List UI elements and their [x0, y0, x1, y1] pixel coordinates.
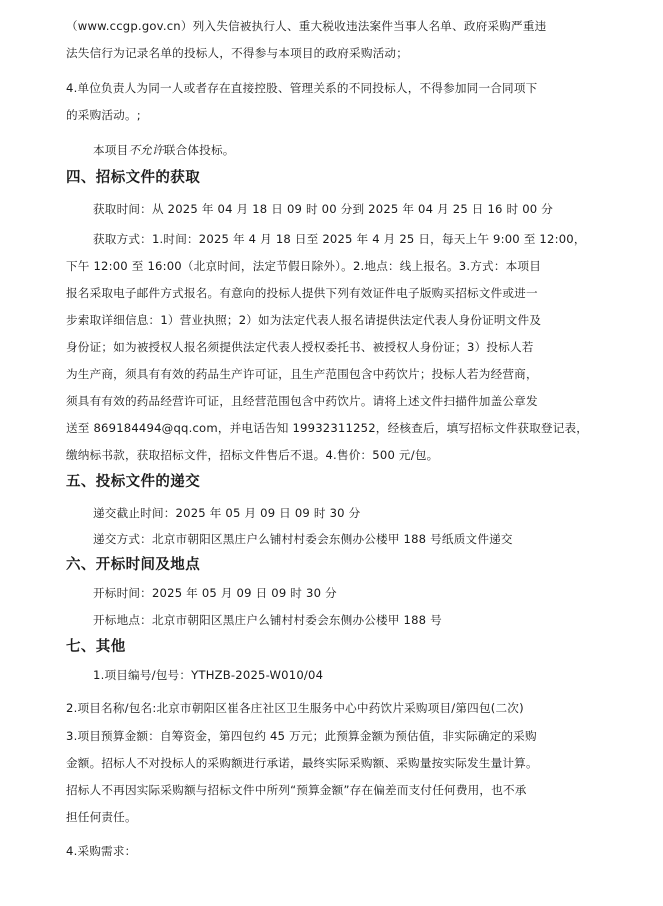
- budget-line-1: 3.项目预算金额：自筹资金，第四包约 45 万元；此预算金额为预估值，非实际确定的采购: [66, 729, 537, 743]
- joint-bid-emphasis: 不允许: [128, 143, 164, 157]
- notice-line-3: 4.单位负责人为同一人或者存在直接控股、管理关系的不同投标人，不得参加同一合同项下: [66, 81, 538, 95]
- budget-line-2: 金额。招标人不对投标人的采购额进行承诺，最终实际采购额、采购量按实际发生量计算。: [66, 756, 538, 770]
- acquisition-method-line-8: 送至 869184494@qq.com，并电话告知 19932311252，经核查后，填写招标文件获取登记表，: [66, 421, 589, 435]
- section-6-heading: 六、开标时间及地点: [66, 557, 201, 573]
- acquisition-method-line-6: 为生产商，须具有有效的药品生产许可证，且生产范围包含中药饮片；投标人若为经营商，: [66, 367, 538, 381]
- notice-line-4: 的采购活动。;: [66, 108, 141, 122]
- joint-bid-suffix: 联合体投标。: [163, 143, 235, 157]
- section-7-heading: 七、其他: [66, 639, 126, 655]
- notice-line-1: （www.ccgp.gov.cn）列入失信被执行人、重大税收违法案件当事人名单、政府采购严重违: [66, 19, 547, 33]
- budget-line-4: 担任何责任。: [66, 810, 137, 824]
- joint-bid-statement: [93, 142, 235, 158]
- acquisition-method-line-9: 缴纳标书款，获取招标文件，招标文件售后不退。4.售价：500 元/包。: [66, 448, 439, 462]
- section-5-heading: 五、投标文件的递交: [66, 474, 201, 490]
- acquisition-method-line-1: 获取方式：1.时间：2025 年 4 月 18 日至 2025 年 4 月 25 日，每天上午 9:00 至 12:00，: [93, 232, 586, 246]
- acquisition-method-line-7: 须具有有效的药品经营许可证，且经营范围包含中药饮片。请将上述文件扫描件加盖公章发: [66, 394, 538, 408]
- acquisition-method-line-2: 下午 12:00 至 16:00（北京时间，法定节假日除外）。2.地点：线上报名。3.方式：本项目: [66, 259, 542, 273]
- opening-place: 开标地点：北京市朝阳区黑庄户么铺村村委会东侧办公楼甲 188 号: [93, 613, 442, 627]
- joint-bid-prefix: 本项目: [93, 143, 129, 157]
- acquisition-method-line-5: 身份证；如为被授权人报名须提供法定代表人授权委托书、被授权人身份证；3）投标人若: [66, 340, 534, 354]
- acquisition-method-line-4: 步索取详细信息：1）营业执照；2）如为法定代表人报名请提供法定代表人身份证明文件及: [66, 313, 542, 327]
- acquisition-method-line-3: 报名采取电子邮件方式报名。有意向的投标人提供下列有效证件电子版购买招标文件或进一: [66, 286, 538, 300]
- acquisition-time: 获取时间：从 2025 年 04 月 18 日 09 时 00 分到 2025 年 04 月 25 日 16 时 00 分: [93, 202, 554, 216]
- project-name: 2.项目名称/包名:北京市朝阳区崔各庄社区卫生服务中心中药饮片采购项目/第四包(二次): [66, 701, 524, 715]
- submission-deadline: 递交截止时间：2025 年 05 月 09 日 09 时 30 分: [93, 506, 361, 520]
- section-4-heading: 四、招标文件的获取: [66, 170, 201, 186]
- notice-line-2: 法失信行为记录名单的投标人，不得参与本项目的政府采购活动；: [66, 46, 409, 60]
- opening-time: 开标时间：2025 年 05 月 09 日 09 时 30 分: [93, 586, 337, 600]
- submission-method: 递交方式：北京市朝阳区黑庄户么铺村村委会东侧办公楼甲 188 号纸质文件递交: [93, 532, 513, 546]
- budget-line-3: 招标人不再因实际采购额与招标文件中所列“预算金额”存在偏差而支付任何费用，也不承: [66, 783, 527, 797]
- procurement-requirements: 4.采购需求：: [66, 844, 137, 858]
- project-number: 1.项目编号/包号：YTHZB-2025-W010/04: [93, 668, 324, 682]
